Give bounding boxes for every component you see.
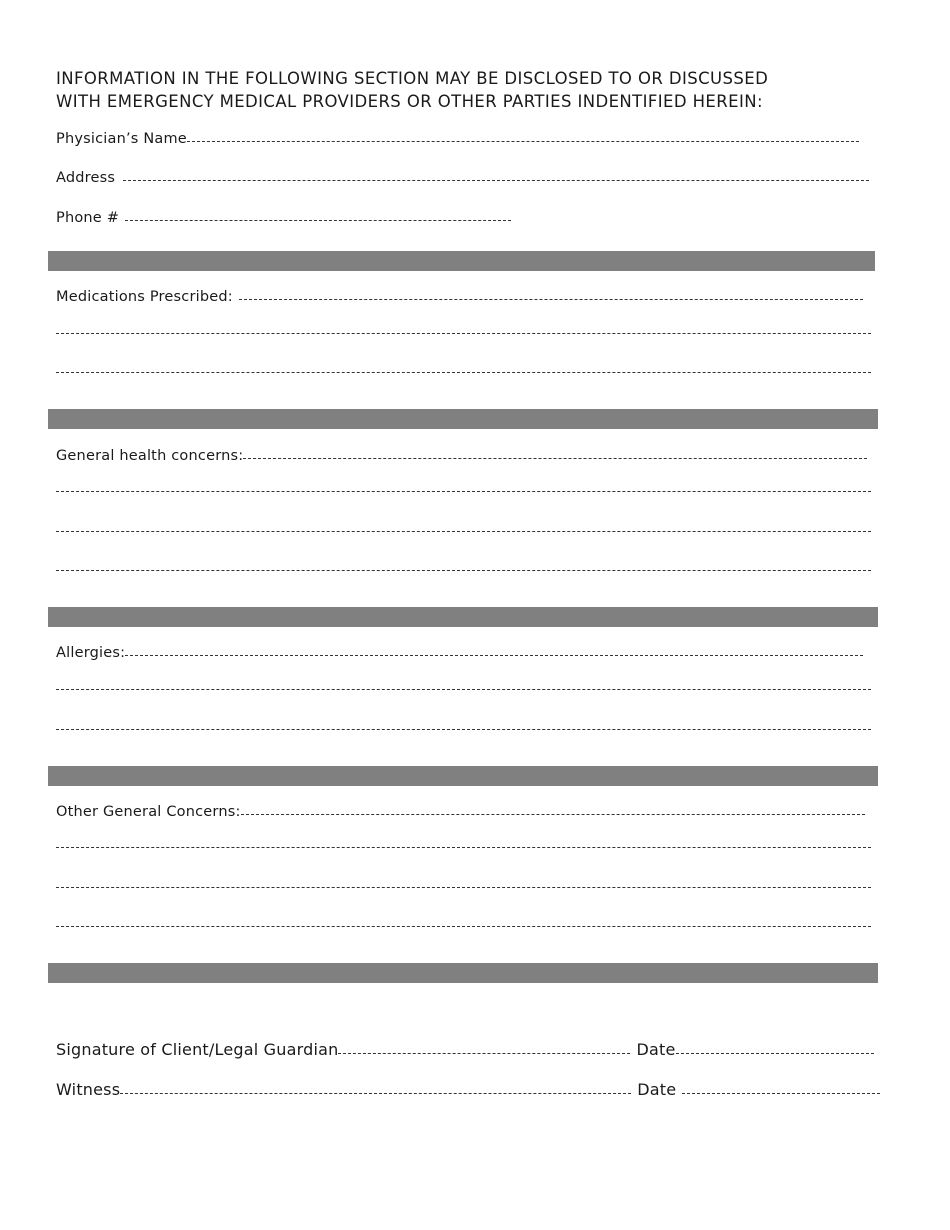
other-concerns-line bbox=[56, 804, 865, 826]
health-concerns-field[interactable] bbox=[56, 491, 871, 492]
other-concerns-line bbox=[56, 848, 871, 870]
other-concerns-field[interactable] bbox=[56, 926, 871, 927]
disclosure-heading-line-1: INFORMATION IN THE FOLLOWING SECTION MAY BE DISCLOSED TO OR DISCUSSED bbox=[56, 69, 769, 88]
physician-name-label: Physician’s Name bbox=[56, 131, 187, 147]
medications-field[interactable] bbox=[239, 299, 863, 300]
allergies-line bbox=[56, 730, 871, 752]
section-divider bbox=[48, 766, 878, 786]
health-concerns-field[interactable] bbox=[56, 531, 871, 532]
medications-line bbox=[56, 334, 871, 356]
client-date-label: Date bbox=[636, 1040, 676, 1059]
section-divider bbox=[48, 251, 875, 271]
phone-line bbox=[56, 210, 511, 232]
allergies-line bbox=[56, 690, 871, 712]
witness-date-field[interactable] bbox=[682, 1093, 880, 1094]
allergies-field[interactable] bbox=[56, 729, 871, 730]
physician-name-field[interactable] bbox=[187, 141, 859, 142]
medications-label: Medications Prescribed: bbox=[56, 289, 233, 305]
health-concerns-field[interactable] bbox=[243, 458, 867, 459]
address-line bbox=[56, 170, 869, 192]
disclosure-heading bbox=[56, 67, 876, 113]
client-signature-label: Signature of Client/Legal Guardian bbox=[56, 1040, 339, 1059]
phone-field[interactable] bbox=[125, 220, 511, 221]
witness-line bbox=[56, 1080, 880, 1102]
allergies-label: Allergies: bbox=[56, 645, 126, 661]
allergies-field[interactable] bbox=[125, 655, 863, 656]
health-concerns-line bbox=[56, 571, 871, 593]
medications-line bbox=[56, 373, 871, 395]
other-concerns-line bbox=[56, 888, 871, 910]
section-divider bbox=[48, 409, 878, 429]
allergies-field[interactable] bbox=[56, 689, 871, 690]
medications-field[interactable] bbox=[56, 333, 871, 334]
client-signature-field[interactable] bbox=[338, 1053, 630, 1054]
witness-field[interactable] bbox=[120, 1093, 631, 1094]
health-concerns-label: General health concerns: bbox=[56, 448, 244, 464]
client-date-field[interactable] bbox=[676, 1053, 874, 1054]
health-concerns-field[interactable] bbox=[56, 570, 871, 571]
witness-label: Witness bbox=[56, 1080, 121, 1099]
address-field[interactable] bbox=[123, 180, 869, 181]
health-concerns-line bbox=[56, 492, 871, 514]
medications-line bbox=[56, 289, 863, 311]
phone-label: Phone # bbox=[56, 210, 120, 226]
other-concerns-line bbox=[56, 927, 871, 949]
health-concerns-line bbox=[56, 532, 871, 554]
medications-field[interactable] bbox=[56, 372, 871, 373]
physician-name-line bbox=[56, 131, 859, 153]
health-concerns-line bbox=[56, 448, 867, 470]
other-concerns-field[interactable] bbox=[56, 887, 871, 888]
disclosure-heading-line-2: WITH EMERGENCY MEDICAL PROVIDERS OR OTHER PARTIES INDENTIFIED HEREIN: bbox=[56, 92, 763, 111]
other-concerns-field[interactable] bbox=[56, 847, 871, 848]
client-signature-line bbox=[56, 1040, 874, 1062]
address-label: Address bbox=[56, 170, 116, 186]
section-divider bbox=[48, 963, 878, 983]
allergies-line bbox=[56, 645, 863, 667]
other-concerns-field[interactable] bbox=[241, 814, 865, 815]
other-concerns-label: Other General Concerns: bbox=[56, 804, 241, 820]
witness-date-label: Date bbox=[637, 1080, 677, 1099]
section-divider bbox=[48, 607, 878, 627]
